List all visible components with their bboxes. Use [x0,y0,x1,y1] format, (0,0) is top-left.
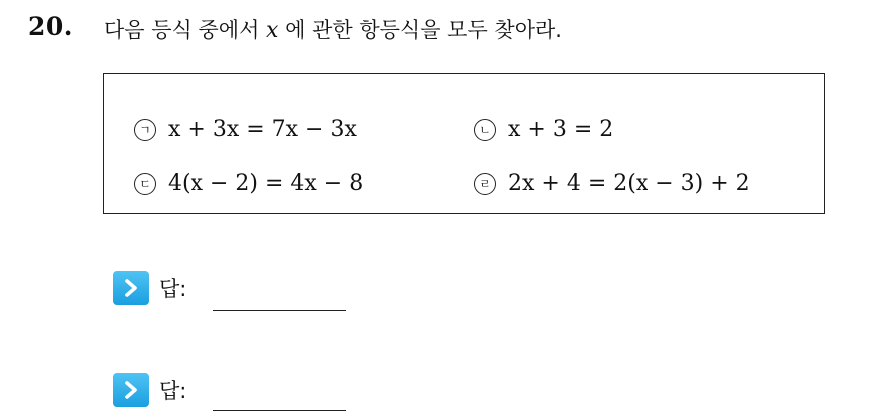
choice-item-3 [134,171,363,196]
answer-row-1 [113,271,186,305]
question-text [104,14,562,44]
choice-expression-2: x + 3 = 2 [508,117,614,142]
choice-item-2 [474,117,613,142]
answer-label-1: 답: [159,277,187,301]
choice-marker-3: ㄷ [134,173,156,195]
chevron-right-icon [113,373,149,407]
choice-expression-1: x + 3x = 7x − 3x [168,117,357,142]
choice-marker-4: ㄹ [474,173,496,195]
choice-item-1 [134,117,357,142]
choice-marker-1: ㄱ [134,119,156,141]
choice-expression-4: 2x + 4 = 2(x − 3) + 2 [508,171,750,196]
question-text-after: 에 관한 항등식을 모두 찾아라. [278,18,562,42]
answer-input-1[interactable] [213,310,346,311]
choice-expression-3: 4(x − 2) = 4x − 8 [168,171,364,196]
choice-item-4 [474,171,750,196]
answer-row-2 [113,373,186,407]
question-variable: x [266,18,279,43]
question-text-before: 다음 등식 중에서 [104,18,267,42]
choices-box [103,73,825,214]
answer-label-2: 답: [159,379,187,403]
choice-marker-2: ㄴ [474,119,496,141]
question-number: 20. [28,12,73,41]
chevron-right-icon [113,271,149,305]
answer-input-2[interactable] [213,410,346,411]
